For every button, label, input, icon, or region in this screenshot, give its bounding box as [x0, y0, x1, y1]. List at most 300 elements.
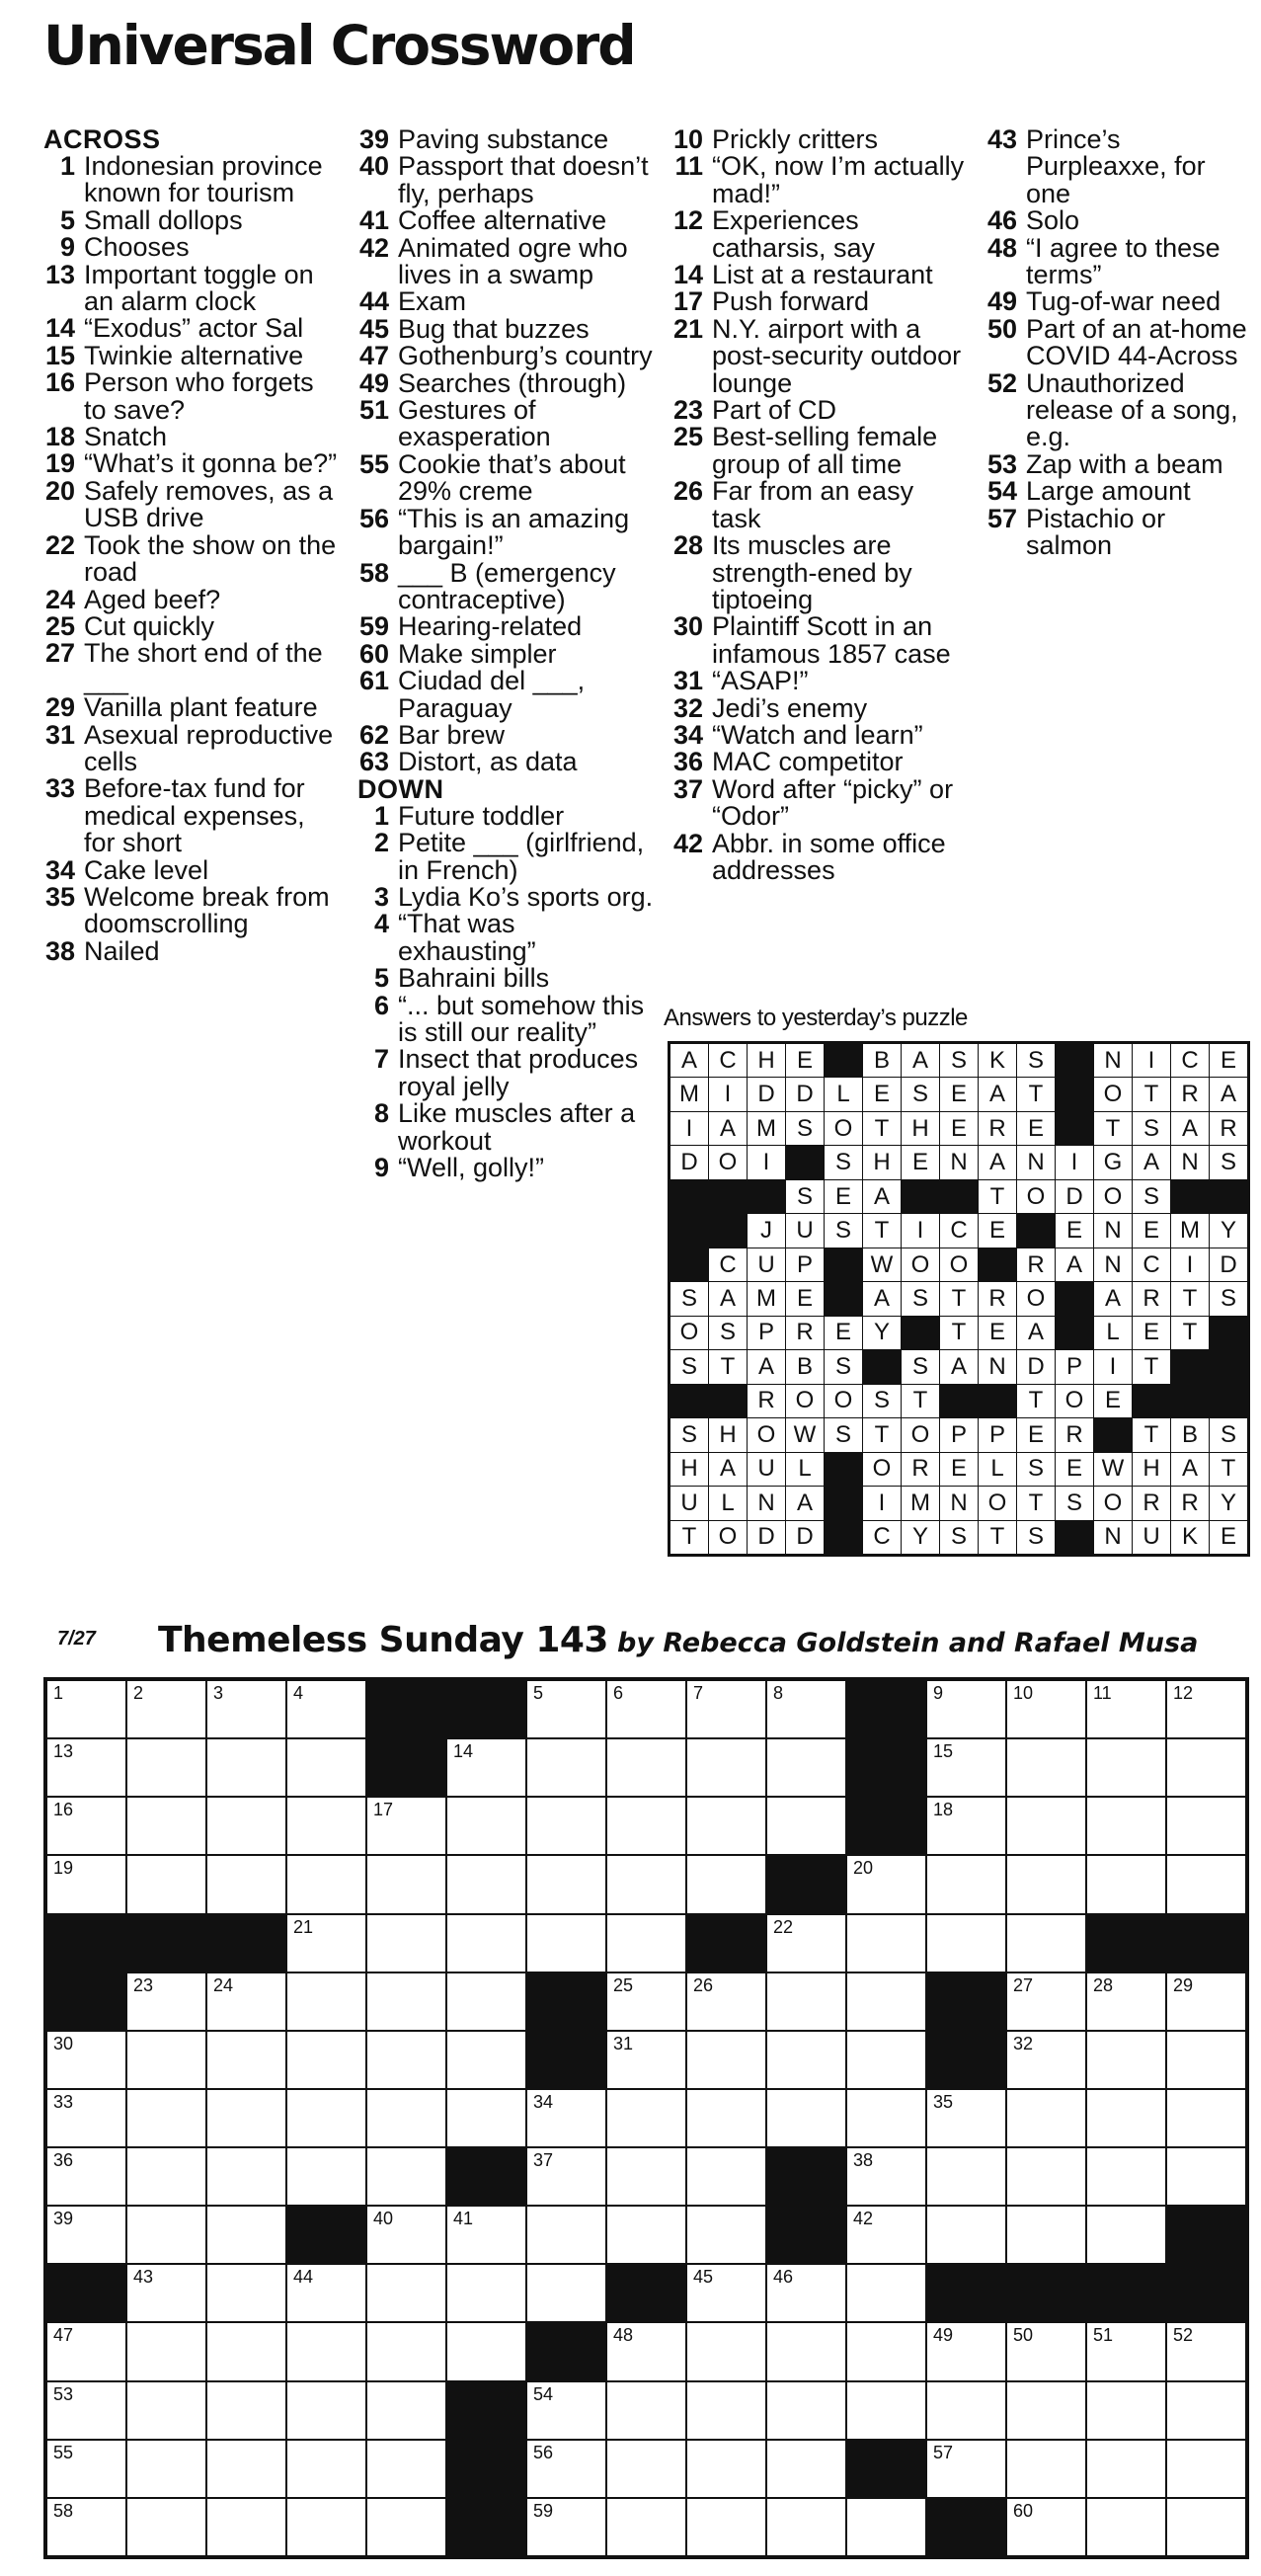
grid-cell[interactable] [1007, 1798, 1085, 1854]
grid-cell[interactable] [687, 2382, 765, 2439]
grid-cell[interactable] [847, 2382, 925, 2439]
answer-letter: A [748, 1350, 785, 1383]
grid-cell[interactable] [367, 2499, 445, 2555]
grid-cell[interactable] [1087, 2441, 1165, 2497]
grid-cell[interactable] [207, 2382, 285, 2439]
grid-cell[interactable] [127, 1973, 205, 2030]
grid-cell[interactable] [1167, 2032, 1245, 2088]
grid-cell[interactable] [287, 2032, 365, 2088]
clue-number: 28 [672, 530, 703, 561]
answer-letter: E [1210, 1044, 1247, 1077]
grid-cell[interactable] [1007, 2499, 1085, 2555]
answer-letter: I [1056, 1146, 1093, 1178]
grid-cell[interactable] [687, 2207, 765, 2263]
grid-cell[interactable] [687, 2032, 765, 2088]
grid-cell[interactable] [207, 2441, 285, 2497]
grid-cell[interactable] [287, 1856, 365, 1912]
grid-cell[interactable] [927, 1915, 1005, 1972]
grid-cell[interactable] [687, 2265, 765, 2321]
puzzle-byline: by Rebecca Goldstein and Rafael Musa [617, 1628, 1199, 1658]
clue-number: 25 [672, 422, 703, 452]
grid-cell[interactable] [287, 2148, 365, 2205]
answer-letter: S [825, 1418, 862, 1451]
across-clue [357, 448, 654, 507]
grid-cell[interactable] [127, 1681, 205, 1737]
grid-cell[interactable] [847, 2032, 925, 2088]
grid-cell[interactable] [127, 2323, 205, 2379]
grid-cell[interactable] [527, 1739, 605, 1796]
grid-cell[interactable] [367, 2090, 445, 2146]
grid-cell[interactable] [847, 2499, 925, 2555]
across-clue [357, 367, 654, 398]
grid-cell[interactable] [927, 2090, 1005, 2146]
answer-black-square [670, 1214, 708, 1247]
answer-letter: T [1133, 1350, 1170, 1383]
answer-letter: S [1210, 1418, 1247, 1451]
grid-cell[interactable] [47, 1798, 125, 1854]
grid-cell[interactable] [767, 1798, 845, 1854]
grid-cell[interactable] [927, 1856, 1005, 1912]
grid-cell[interactable] [1167, 1798, 1245, 1854]
grid-cell[interactable] [1007, 1856, 1085, 1912]
black-square [367, 1681, 445, 1737]
grid-cell[interactable] [607, 1798, 685, 1854]
grid-cell[interactable] [287, 2382, 365, 2439]
grid-cell[interactable] [127, 2090, 205, 2146]
grid-cell[interactable] [1007, 1973, 1085, 2030]
grid-cell[interactable] [767, 2032, 845, 2088]
grid-cell[interactable] [47, 2032, 125, 2088]
grid-cell[interactable] [127, 1798, 205, 1854]
grid-cell[interactable] [1087, 1681, 1165, 1737]
grid-cell[interactable] [847, 2323, 925, 2379]
grid-cell[interactable] [367, 2148, 445, 2205]
grid-cell[interactable] [847, 1915, 925, 1972]
answer-letter: C [709, 1044, 747, 1077]
grid-cell[interactable] [847, 1973, 925, 2030]
black-square [1087, 1915, 1165, 1972]
answer-letter: Y [902, 1521, 939, 1554]
grid-cell[interactable] [767, 2090, 845, 2146]
clue-number: 31 [672, 666, 703, 696]
answer-letter: N [1094, 1214, 1132, 1247]
down-clue [985, 207, 1257, 234]
grid-cell[interactable] [767, 2323, 845, 2379]
cell-number: 34 [533, 2091, 554, 2112]
cell-number: 51 [1093, 2325, 1114, 2346]
clue-text: Future toddler [398, 800, 565, 831]
grid-cell[interactable] [1087, 2148, 1165, 2205]
answer-letter: O [1056, 1385, 1093, 1417]
grid-cell[interactable] [367, 2382, 445, 2439]
cell-number: 12 [1173, 1683, 1194, 1703]
grid-cell[interactable] [1167, 2323, 1245, 2379]
grid-cell[interactable] [127, 1856, 205, 1912]
grid-cell[interactable] [447, 2032, 525, 2088]
grid-cell[interactable] [927, 1739, 1005, 1796]
grid-cell[interactable] [847, 1856, 925, 1912]
grid-cell[interactable] [1167, 2499, 1245, 2555]
grid-cell[interactable] [1167, 1739, 1245, 1796]
grid-cell[interactable] [1167, 1973, 1245, 2030]
grid-cell[interactable] [447, 2323, 525, 2379]
down-clue [357, 1046, 654, 1100]
answer-black-square [825, 1044, 862, 1077]
grid-cell[interactable] [1087, 2090, 1165, 2146]
grid-cell[interactable] [767, 1973, 845, 2030]
answer-letter: U [670, 1487, 708, 1519]
grid-cell[interactable] [527, 1681, 605, 1737]
clue-text: Cake level [84, 854, 209, 885]
grid-cell[interactable] [1087, 1798, 1165, 1854]
grid-cell[interactable] [447, 2207, 525, 2263]
clue-text: N.Y. airport with a post-security outdoor lounge [712, 313, 962, 398]
grid-cell[interactable] [207, 1739, 285, 1796]
grid-cell[interactable] [47, 2382, 125, 2439]
answer-letter: N [1017, 1146, 1055, 1178]
grid-cell[interactable] [287, 2265, 365, 2321]
grid-cell[interactable] [767, 1915, 845, 1972]
grid-cell[interactable] [927, 2323, 1005, 2379]
grid-cell[interactable] [287, 2323, 365, 2379]
grid-cell[interactable] [847, 2265, 925, 2321]
grid-cell[interactable] [367, 2323, 445, 2379]
answer-letter: N [1094, 1521, 1132, 1554]
answer-letter: R [748, 1385, 785, 1417]
grid-cell[interactable] [1167, 2090, 1245, 2146]
black-square [207, 1915, 285, 1972]
grid-cell[interactable] [687, 2499, 765, 2555]
grid-cell[interactable] [367, 1915, 445, 1972]
grid-cell[interactable] [1007, 2032, 1085, 2088]
grid-cell[interactable] [1007, 1681, 1085, 1737]
grid-cell[interactable] [127, 2265, 205, 2321]
answer-letter: A [863, 1180, 901, 1213]
grid-cell[interactable] [1007, 1739, 1085, 1796]
grid-cell[interactable] [607, 2499, 685, 2555]
grid-cell[interactable] [127, 2441, 205, 2497]
answer-letter: O [825, 1112, 862, 1145]
grid-cell[interactable] [1167, 1681, 1245, 1737]
clue-text: Petite ___ (girlfriend, in French) [398, 828, 645, 885]
answer-letter: H [863, 1146, 901, 1178]
grid-cell[interactable] [1007, 2382, 1085, 2439]
clue-text: “... but somehow this is still our reality” [398, 990, 645, 1047]
answer-letter: R [1171, 1487, 1209, 1519]
grid-cell[interactable] [127, 2499, 205, 2555]
down-clue [985, 288, 1257, 315]
across-clue [357, 153, 654, 207]
grid-cell[interactable] [527, 2382, 605, 2439]
grid-cell[interactable] [287, 2441, 365, 2497]
grid-cell[interactable] [847, 2090, 925, 2146]
grid-cell[interactable] [767, 1739, 845, 1796]
clue-number: 14 [44, 313, 75, 344]
answer-letter: E [979, 1214, 1016, 1247]
grid-cell[interactable] [527, 1915, 605, 1972]
grid-cell[interactable] [447, 2265, 525, 2321]
grid-cell[interactable] [1087, 2382, 1165, 2439]
grid-cell[interactable] [1007, 2441, 1085, 2497]
answer-black-square [902, 1317, 939, 1349]
grid-cell[interactable] [1087, 1856, 1165, 1912]
answer-letter: A [1171, 1453, 1209, 1486]
grid-cell[interactable] [47, 1856, 125, 1912]
black-square [447, 2499, 525, 2555]
grid-cell[interactable] [847, 2148, 925, 2205]
across-clue [43, 369, 340, 424]
cell-number: 25 [613, 1974, 634, 1995]
clue-number: 46 [986, 205, 1017, 236]
answer-letter: Y [1210, 1487, 1247, 1519]
clue-number: 16 [44, 367, 75, 398]
answer-black-square [940, 1385, 978, 1417]
grid-cell[interactable] [47, 1739, 125, 1796]
grid-cell[interactable] [687, 1681, 765, 1737]
grid-cell[interactable] [47, 2090, 125, 2146]
clue-number: 56 [358, 503, 389, 533]
grid-cell[interactable] [1007, 2207, 1085, 2263]
answer-letter: J [748, 1214, 785, 1247]
grid-cell[interactable] [607, 1856, 685, 1912]
grid-cell[interactable] [447, 1973, 525, 2030]
grid-cell[interactable] [1167, 2148, 1245, 2205]
cell-number: 53 [53, 2383, 74, 2404]
grid-cell[interactable] [287, 1798, 365, 1854]
grid-cell[interactable] [607, 2207, 685, 2263]
answer-letter: I [863, 1487, 901, 1519]
grid-cell[interactable] [1007, 2148, 1085, 2205]
grid-cell[interactable] [927, 1798, 1005, 1854]
grid-cell[interactable] [207, 2090, 285, 2146]
answer-letter: O [979, 1487, 1016, 1519]
black-square [927, 2265, 1005, 2321]
clue-number: 33 [44, 773, 75, 804]
clue-text: Push forward [712, 286, 870, 317]
answer-letter: R [1171, 1078, 1209, 1110]
answer-letter: R [979, 1282, 1016, 1315]
grid-cell[interactable] [207, 2499, 285, 2555]
clue-text: Bar brew [398, 719, 506, 750]
grid-cell[interactable] [1167, 2441, 1245, 2497]
grid-cell[interactable] [527, 2090, 605, 2146]
grid-cell[interactable] [207, 2207, 285, 2263]
answer-letter: T [1017, 1385, 1055, 1417]
grid-cell[interactable] [527, 2499, 605, 2555]
answer-letter: I [1171, 1248, 1209, 1281]
down-clue [671, 668, 968, 694]
clue-text: Small dollops [84, 204, 243, 235]
grid-cell[interactable] [687, 2148, 765, 2205]
clue-text: Aged beef? [84, 584, 221, 614]
grid-cell[interactable] [767, 1681, 845, 1737]
grid-cell[interactable] [287, 2090, 365, 2146]
clue-number: 39 [358, 124, 389, 154]
clue-number: 9 [373, 1153, 389, 1183]
answer-letter: P [940, 1418, 978, 1451]
clue-text: Took the show on the road [84, 529, 337, 588]
grid-cell[interactable] [527, 1856, 605, 1912]
grid-cell[interactable] [527, 2265, 605, 2321]
cell-number: 46 [773, 2267, 794, 2288]
grid-cell[interactable] [127, 2032, 205, 2088]
answer-letter: A [863, 1282, 901, 1315]
clue-text: Vanilla plant feature [84, 692, 318, 723]
grid-cell[interactable] [1087, 1739, 1165, 1796]
grid-cell[interactable] [1087, 2207, 1165, 2263]
grid-cell[interactable] [1167, 1856, 1245, 1912]
grid-cell[interactable] [47, 2323, 125, 2379]
grid-cell[interactable] [367, 1856, 445, 1912]
grid-cell[interactable] [607, 2323, 685, 2379]
grid-cell[interactable] [687, 2090, 765, 2146]
grid-cell[interactable] [287, 1973, 365, 2030]
answer-black-square [1210, 1350, 1247, 1383]
grid-cell[interactable] [527, 2207, 605, 2263]
grid-cell[interactable] [127, 2382, 205, 2439]
clue-text: Chooses [84, 232, 190, 263]
grid-cell[interactable] [207, 1973, 285, 2030]
grid-cell[interactable] [927, 2441, 1005, 2497]
grid-cell[interactable] [607, 2148, 685, 2205]
across-clue [357, 719, 654, 750]
clue-text: “ASAP!” [712, 666, 809, 696]
clue-column-2 [357, 126, 654, 1181]
grid-cell[interactable] [607, 2090, 685, 2146]
grid-cell[interactable] [47, 2499, 125, 2555]
grid-cell[interactable] [47, 2441, 125, 2497]
grid-cell[interactable] [687, 1739, 765, 1796]
grid-cell[interactable] [607, 2032, 685, 2088]
clue-text: Nailed [84, 935, 160, 966]
grid-cell[interactable] [607, 1915, 685, 1972]
grid-cell[interactable] [207, 2323, 285, 2379]
cell-number: 39 [53, 2209, 74, 2229]
down-clue [671, 397, 968, 424]
grid-cell[interactable] [767, 2382, 845, 2439]
grid-cell[interactable] [687, 1973, 765, 2030]
across-clue [43, 640, 340, 694]
grid-cell[interactable] [1007, 1915, 1085, 1972]
cell-number: 35 [933, 2091, 954, 2112]
clue-number: 49 [986, 286, 1017, 317]
grid-cell[interactable] [927, 1681, 1005, 1737]
grid-cell[interactable] [607, 1973, 685, 2030]
grid-cell[interactable] [367, 2207, 445, 2263]
answers-caption: Answers to yesterday’s puzzle [664, 1005, 968, 1031]
grid-cell[interactable] [1167, 2382, 1245, 2439]
grid-cell[interactable] [447, 1915, 525, 1972]
grid-cell[interactable] [287, 1739, 365, 1796]
grid-cell[interactable] [927, 2207, 1005, 2263]
cell-number: 18 [933, 1800, 954, 1820]
grid-cell[interactable] [127, 2148, 205, 2205]
down-heading: DOWN [357, 773, 444, 804]
grid-cell[interactable] [687, 2441, 765, 2497]
grid-cell[interactable] [767, 2265, 845, 2321]
answer-letter: S [863, 1385, 901, 1417]
grid-cell[interactable] [367, 1973, 445, 2030]
grid-cell[interactable] [367, 1798, 445, 1854]
grid-cell[interactable] [367, 2032, 445, 2088]
grid-cell[interactable] [207, 1798, 285, 1854]
across-clue [357, 232, 654, 290]
grid-cell[interactable] [607, 1681, 685, 1737]
grid-cell[interactable] [47, 2207, 125, 2263]
answer-letter: A [979, 1078, 1016, 1110]
grid-cell[interactable] [927, 2382, 1005, 2439]
grid-cell[interactable] [1007, 2090, 1085, 2146]
grid-cell[interactable] [47, 2148, 125, 2205]
grid-cell[interactable] [127, 1739, 205, 1796]
cell-number: 23 [133, 1974, 154, 1995]
clue-text: Lydia Ko’s sports org. [398, 881, 654, 912]
grid-cell[interactable] [927, 2148, 1005, 2205]
grid-cell[interactable] [447, 1798, 525, 1854]
grid-cell[interactable] [447, 2090, 525, 2146]
grid-cell[interactable] [1087, 2323, 1165, 2379]
grid-cell[interactable] [1007, 2323, 1085, 2379]
grid-cell[interactable] [687, 1798, 765, 1854]
grid-cell[interactable] [287, 1915, 365, 1972]
grid-cell[interactable] [367, 2441, 445, 2497]
grid-cell[interactable] [607, 1739, 685, 1796]
grid-cell[interactable] [447, 1856, 525, 1912]
grid-cell[interactable] [207, 1856, 285, 1912]
cell-number: 8 [773, 1683, 784, 1703]
grid-cell[interactable] [607, 2441, 685, 2497]
clue-text: Best-selling female group of all time [712, 422, 938, 479]
clue-text: Gothenburg’s country [398, 341, 653, 371]
grid-cell[interactable] [527, 2148, 605, 2205]
black-square [1087, 2265, 1165, 2321]
grid-cell[interactable] [767, 2499, 845, 2555]
cell-number: 16 [53, 1800, 74, 1820]
grid-cell[interactable] [287, 1681, 365, 1737]
grid-cell[interactable] [207, 2032, 285, 2088]
answer-letter: D [1056, 1180, 1093, 1213]
grid-cell[interactable] [207, 1681, 285, 1737]
cell-number: 10 [1013, 1683, 1034, 1703]
answer-black-square [825, 1521, 862, 1554]
answer-letter: E [1210, 1521, 1247, 1554]
grid-cell[interactable] [847, 2207, 925, 2263]
grid-cell[interactable] [1087, 2032, 1165, 2088]
grid-cell[interactable] [447, 1739, 525, 1796]
grid-cell[interactable] [687, 1856, 765, 1912]
grid-cell[interactable] [47, 1681, 125, 1737]
grid-cell[interactable] [127, 2207, 205, 2263]
grid-cell[interactable] [207, 2148, 285, 2205]
black-square [1167, 2265, 1245, 2321]
grid-cell[interactable] [527, 2441, 605, 2497]
grid-cell[interactable] [367, 2265, 445, 2321]
answer-letter: E [1056, 1453, 1093, 1486]
grid-cell[interactable] [687, 2323, 765, 2379]
clue-number: 1 [373, 800, 389, 831]
grid-cell[interactable] [607, 2382, 685, 2439]
grid-cell[interactable] [527, 1798, 605, 1854]
clue-number: 36 [672, 747, 703, 777]
answer-letter: T [979, 1521, 1016, 1554]
grid-cell[interactable] [207, 2265, 285, 2321]
grid-cell[interactable] [767, 2441, 845, 2497]
down-clue [671, 288, 968, 315]
grid-cell[interactable] [1087, 2499, 1165, 2555]
grid-cell[interactable] [287, 2499, 365, 2555]
answer-black-square [670, 1385, 708, 1417]
grid-cell[interactable] [1087, 1973, 1165, 2030]
